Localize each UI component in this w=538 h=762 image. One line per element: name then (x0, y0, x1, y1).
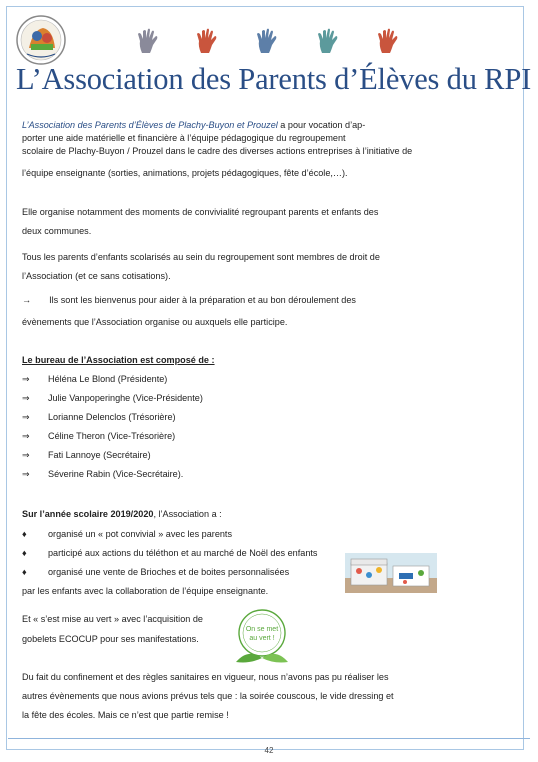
activity-item: participé aux actions du téléthon et au marché de Noël des enfants (48, 548, 318, 558)
hand-print-icon (376, 28, 400, 54)
green-line-1: Et « s’est mise au vert » avec l’acquisition de (22, 614, 203, 624)
green-line-2: gobelets ECOCUP pour ses manifestations. (22, 634, 199, 644)
member-item: Héléna Le Blond (Présidente) (48, 374, 168, 384)
hand-print-icon (195, 28, 219, 54)
para3-line-3 (22, 295, 356, 306)
arrow-bullet-icon: ⇒ (22, 393, 30, 403)
intro-line-1-rest: a pour vocation d’ap- (277, 120, 366, 130)
year-heading-rest: , l’Association a : (153, 509, 222, 519)
hand-print-icon (136, 28, 160, 54)
para3-line-2: l’Association (et ce sans cotisations). (22, 271, 171, 281)
member-item: Julie Vanpoperinghe (Vice-Présidente) (48, 393, 203, 403)
hand-prints-decoration (132, 28, 432, 56)
closing-line-2: autres évènements que nous avions prévus tels que : la soirée couscous, le vide dressing et (22, 691, 394, 701)
closing-line-1: Du fait du confinement et des règles sanitaires en vigueur, nous n’avons pas pu réaliser les (22, 672, 389, 682)
para2-line-1: Elle organise notamment des moments de convivialité regroupant parents et enfants des (22, 207, 379, 217)
intro-line-4: l’équipe enseignante (sorties, animations, projets pédagogiques, fête d’école,…). (22, 168, 348, 178)
member-item: Lorianne Delenclos (Trésorière) (48, 412, 176, 422)
arrow-icon: → (22, 295, 32, 305)
footer-rule (8, 738, 530, 739)
member-item: Séverine Rabin (Vice-Secrétaire). (48, 469, 184, 479)
page-number: 42 (264, 746, 274, 755)
intro-line-3: scolaire de Plachy-Buyon / Prouzel dans le cadre des diverses actions entreprises à l’initiative de (22, 146, 413, 156)
arrow-bullet-icon: ⇒ (22, 374, 30, 384)
arrow-bullet-icon: ⇒ (22, 431, 30, 441)
eco-badge-icon (230, 604, 294, 668)
intro-line-1 (22, 120, 365, 131)
association-name: L’Association des Parents d’Élèves de Plachy-Buyon et Prouzel (22, 120, 278, 130)
diamond-bullet-icon: ♦ (22, 548, 27, 558)
year-heading (22, 509, 222, 520)
personalised-boxes-photo (345, 553, 437, 593)
arrow-bullet-icon: ⇒ (22, 450, 30, 460)
para2-line-2: deux communes. (22, 226, 92, 236)
diamond-bullet-icon: ♦ (22, 529, 27, 539)
member-item: Fati Lannoye (Secrétaire) (48, 450, 151, 460)
intro-line-2: porter une aide matérielle et financière à l’équipe pédagogique du regroupement (22, 133, 346, 143)
activity-continuation: par les enfants avec la collaboration de l’équipe enseignante. (22, 586, 269, 596)
bureau-heading: Le bureau de l’Association est composé de : (22, 355, 215, 365)
para3-line-1: Tous les parents d’enfants scolarisés au sein du regroupement sont membres de droit de (22, 252, 380, 262)
page-title: L’Association des Parents d’Élèves du RPI (16, 62, 532, 96)
year-heading-bold: Sur l’année scolaire 2019/2020 (22, 509, 154, 519)
arrow-bullet-icon: ⇒ (22, 412, 30, 422)
activity-item: organisé un « pot convivial » avec les parents (48, 529, 233, 539)
hand-print-icon (255, 28, 279, 54)
activity-item: organisé une vente de Brioches et de boites personnalisées (48, 567, 290, 577)
eco-badge-text-2: au vert ! (249, 635, 275, 642)
arrow-bullet-icon: ⇒ (22, 469, 30, 479)
closing-line-3: la fête des écoles. Mais ce n’est que partie remise ! (22, 710, 229, 720)
member-item: Céline Theron (Vice-Trésorière) (48, 431, 176, 441)
para3-line-4: évènements que l’Association organise ou auxquels elle participe. (22, 317, 288, 327)
para3-line-3-text: Ils sont les bienvenus pour aider à la préparation et au bon déroulement des (49, 295, 356, 305)
diamond-bullet-icon: ♦ (22, 567, 27, 577)
eco-badge-text-1: On se met (245, 626, 279, 633)
hand-print-icon (316, 28, 340, 54)
school-children-logo-icon (15, 14, 67, 66)
